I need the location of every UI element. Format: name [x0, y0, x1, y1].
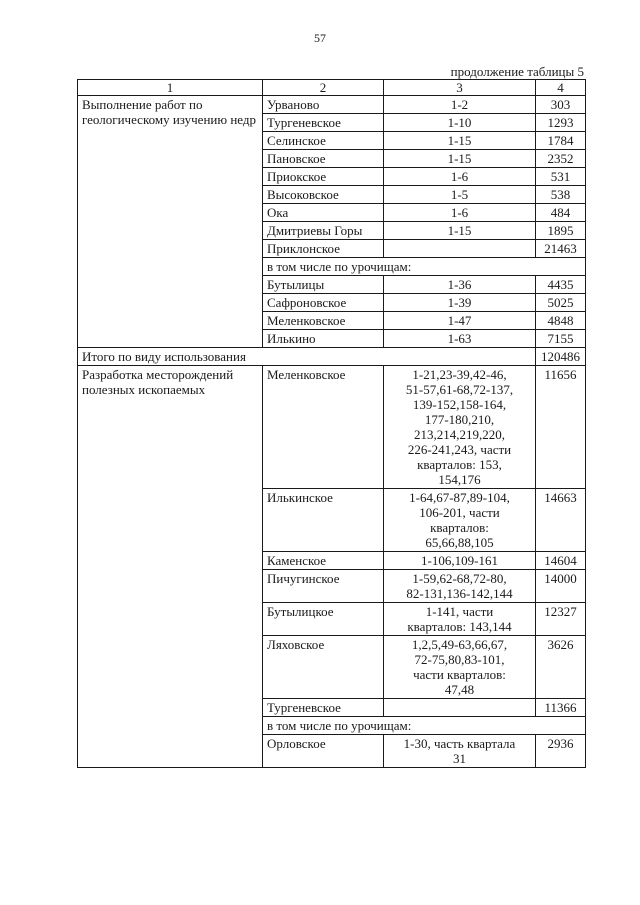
table-row: [78, 366, 586, 489]
area-cell: 2936: [536, 735, 586, 768]
tract-name: Сафроновское: [263, 294, 384, 312]
area-cell: 3626: [536, 636, 586, 699]
area-cell: 4435: [536, 276, 586, 294]
column-header-4: 4: [536, 80, 586, 96]
area-cell: 11656: [536, 366, 586, 489]
blocks-cell: 1-6: [384, 168, 536, 186]
header-row: [78, 80, 586, 96]
area-cell: 2352: [536, 150, 586, 168]
blocks-cell: 1-141, части кварталов: 143,144: [384, 603, 536, 636]
blocks-cell: 1-36: [384, 276, 536, 294]
area-cell: 7155: [536, 330, 586, 348]
blocks-cell: 1-39: [384, 294, 536, 312]
area-cell: 538: [536, 186, 586, 204]
area-cell: 12327: [536, 603, 586, 636]
blocks-cell: 1-6: [384, 204, 536, 222]
land-use-table: [77, 79, 586, 768]
forestry-name: Тургеневское: [263, 114, 384, 132]
blocks-cell: 1-64,67-87,89-104, 106-201, части кварталов: 65,66,88,105: [384, 489, 536, 552]
blocks-cell: 1-2: [384, 96, 536, 114]
forestry-name: Приклонское: [263, 240, 384, 258]
area-cell: 21463: [536, 240, 586, 258]
blocks-cell: [384, 699, 536, 717]
area-cell: 303: [536, 96, 586, 114]
tract-name: Орловское: [263, 735, 384, 768]
blocks-cell: 1-59,62-68,72-80, 82-131,136-142,144: [384, 570, 536, 603]
area-cell: 1784: [536, 132, 586, 150]
column-header-2: 2: [263, 80, 384, 96]
forestry-name: Урвановo: [263, 96, 384, 114]
tract-name: Меленковское: [263, 312, 384, 330]
column-header-3: 3: [384, 80, 536, 96]
forestry-name: Дмитриевы Горы: [263, 222, 384, 240]
total-row: [78, 348, 586, 366]
subheader-cell: в том числе по урочищам:: [263, 717, 586, 735]
tract-name: Илькино: [263, 330, 384, 348]
blocks-cell: 1-21,23-39,42-46, 51-57,61-68,72-137, 139-152,158-164, 177-180,210, 213,214,219,220, 226-241,243, части кварталов: 153, 154,176: [384, 366, 536, 489]
deposit-name: Тургеневское: [263, 699, 384, 717]
table-row: [78, 96, 586, 114]
area-cell: 484: [536, 204, 586, 222]
deposit-name: Меленковское: [263, 366, 384, 489]
deposit-name: Ляховское: [263, 636, 384, 699]
deposit-name: Бутылицкое: [263, 603, 384, 636]
area-cell: 14663: [536, 489, 586, 552]
category-cell: Выполнение работ по геологическому изучению недр: [78, 96, 263, 348]
blocks-cell: 1-63: [384, 330, 536, 348]
deposit-name: Пичугинское: [263, 570, 384, 603]
category-cell: Разработка месторождений полезных ископаемых: [78, 366, 263, 768]
page-number: 57: [314, 31, 326, 45]
area-cell: 531: [536, 168, 586, 186]
deposit-name: Илькинское: [263, 489, 384, 552]
forestry-name: Селинское: [263, 132, 384, 150]
blocks-cell: 1-30, часть квартала 31: [384, 735, 536, 768]
total-label: Итого по виду использования: [78, 348, 536, 366]
blocks-cell: 1,2,5,49-63,66,67, 72-75,80,83-101, части кварталов: 47,48: [384, 636, 536, 699]
blocks-cell: 1-5: [384, 186, 536, 204]
subheader-cell: в том числе по урочищам:: [263, 258, 586, 276]
area-cell: 11366: [536, 699, 586, 717]
forestry-name: Высоковское: [263, 186, 384, 204]
tract-name: Бутылицы: [263, 276, 384, 294]
blocks-cell: 1-15: [384, 150, 536, 168]
forestry-name: Приокское: [263, 168, 384, 186]
deposit-name: Каменское: [263, 552, 384, 570]
forestry-name: Пановское: [263, 150, 384, 168]
blocks-cell: 1-47: [384, 312, 536, 330]
blocks-cell: 1-106,109-161: [384, 552, 536, 570]
blocks-cell: 1-15: [384, 132, 536, 150]
area-cell: 1293: [536, 114, 586, 132]
area-cell: 4848: [536, 312, 586, 330]
blocks-cell: 1-15: [384, 222, 536, 240]
area-cell: 14000: [536, 570, 586, 603]
blocks-cell: [384, 240, 536, 258]
column-header-1: 1: [78, 80, 263, 96]
area-cell: 1895: [536, 222, 586, 240]
total-value: 120486: [536, 348, 586, 366]
blocks-cell: 1-10: [384, 114, 536, 132]
continuation-label: продолжение таблицы 5: [450, 64, 584, 79]
area-cell: 5025: [536, 294, 586, 312]
forestry-name: Ока: [263, 204, 384, 222]
area-cell: 14604: [536, 552, 586, 570]
